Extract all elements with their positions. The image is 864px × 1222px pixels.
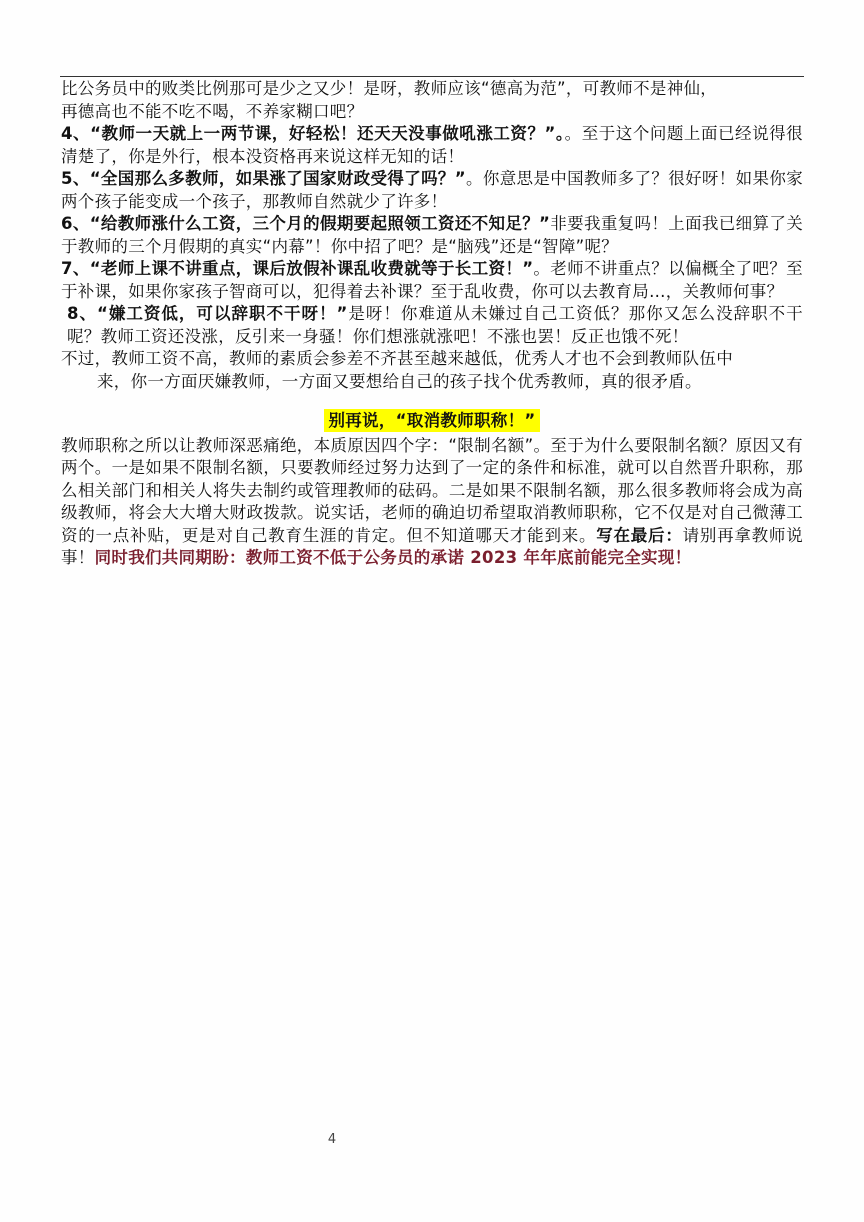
continued-paragraph bbox=[61, 78, 803, 123]
item-text: 。你意思是中国教师多了？很好呀！如果你家两个孩子能变成一个孩子，那教师自然就少了许多！ bbox=[61, 169, 803, 211]
item-text: 。老师不讲重点？以偏概全了吧？至于补课，如果你家孩子智商可以，犯得着去补课？至于乱收费，你可以去教育局…，关教师何事？ bbox=[61, 259, 803, 301]
item-quote: “给教师涨什么工资，三个月的假期要起照领工资还不知足？” bbox=[89, 214, 551, 233]
list-item-5 bbox=[61, 168, 803, 213]
section-body-text: 教师职称之所以让教师深恶痛绝，本质原因四个字：“限制名额”。至于为什么要限制名额？原因又有两个。一是如果不限制名额，只要教师经过努力达到了一定的条件和标准，就可以自然晋升职称，那么相关部门和相关人将失去制约或管理教师的砝码。二是如果不限制名额，那么很多教师将会成为高级教师，将会大大增大财政拨款。说实话，老师的确迫切希望取消教师职称，它不仅是对自己微薄工资的一点补贴，更是对自己教育生涯的肯定。但不知道哪天才能到来。 bbox=[61, 435, 803, 545]
item-quote: “全国那么多教师，如果涨了国家财政受得了吗？” bbox=[89, 169, 466, 188]
item-quote: “老师上课不讲重点，课后放假补课乱收费就等于长工资！” bbox=[89, 259, 534, 278]
list-item-7 bbox=[61, 258, 803, 303]
section-heading-row bbox=[61, 409, 803, 433]
item-text: 。至于这个问题上面已经说得很清楚了，你是外行，根本没资格再来说这样无知的话！ bbox=[61, 124, 803, 166]
item-quote: “嫌工资低，可以辞职不干呀！” bbox=[97, 304, 348, 323]
item-text: 非要我重复吗！上面我已细算了关于教师的三个月假期的真实“内幕”！你中招了吧？是“脑残”还是“智障”呢？ bbox=[61, 214, 803, 256]
item-number: 5、 bbox=[61, 169, 90, 188]
final-label: 写在最后： bbox=[596, 525, 683, 545]
closing-line-1: 不过，教师工资不高，教师的素质会参差不齐甚至越来越低，优秀人才也不会到教师队伍中 bbox=[61, 349, 733, 368]
closing-line-2: 来，你一方面厌嫌教师，一方面又要想给自己的孩子找个优秀教师，真的很矛盾。 bbox=[97, 371, 702, 391]
final-text: 请别再拿教师说事！ bbox=[61, 525, 803, 567]
list-item-8 bbox=[61, 303, 803, 348]
list-item-6 bbox=[61, 213, 803, 258]
continued-line-2: 再德高也不能不吃不喝，不养家糊口吧？ bbox=[61, 101, 364, 121]
final-highlight: 同时我们共同期盼：教师工资不低于公务员的承诺 2023 年年底前能完全实现！ bbox=[94, 548, 692, 567]
header-rule bbox=[60, 76, 804, 77]
item-number: 4、 bbox=[61, 124, 91, 143]
section-heading: 别再说，“取消教师职称！” bbox=[324, 409, 539, 432]
document-body bbox=[61, 78, 803, 570]
section-body bbox=[61, 435, 803, 570]
item-quote: “教师一天就上一两节课，好轻松！还天天没事做吼涨工资？” bbox=[90, 124, 556, 143]
item-number: 7、 bbox=[61, 259, 90, 278]
item-number: 8、 bbox=[67, 304, 98, 323]
page-number: 4 bbox=[327, 1132, 337, 1147]
item-text: 是呀！你难道从未嫌过自己工资低？那你又怎么没辞职不干呢？教师工资还没涨，反引来一身骚！你们想涨就涨吧！不涨也罢！反正也饿不死！ bbox=[67, 304, 803, 346]
item-number: 6、 bbox=[61, 214, 90, 233]
closing-paragraph bbox=[61, 348, 803, 393]
continued-line-1: 比公务员中的败类比例那可是少之又少！是呀，教师应该“德高为范”，可教师不是神仙， bbox=[61, 79, 718, 98]
list-item-4: 4、“教师一天就上一两节课，好轻松！还天天没事做吼涨工资？”。。至于这个问题上面已经说得很清楚了，你是外行，根本没资格再来说这样无知的话！ bbox=[61, 124, 803, 166]
